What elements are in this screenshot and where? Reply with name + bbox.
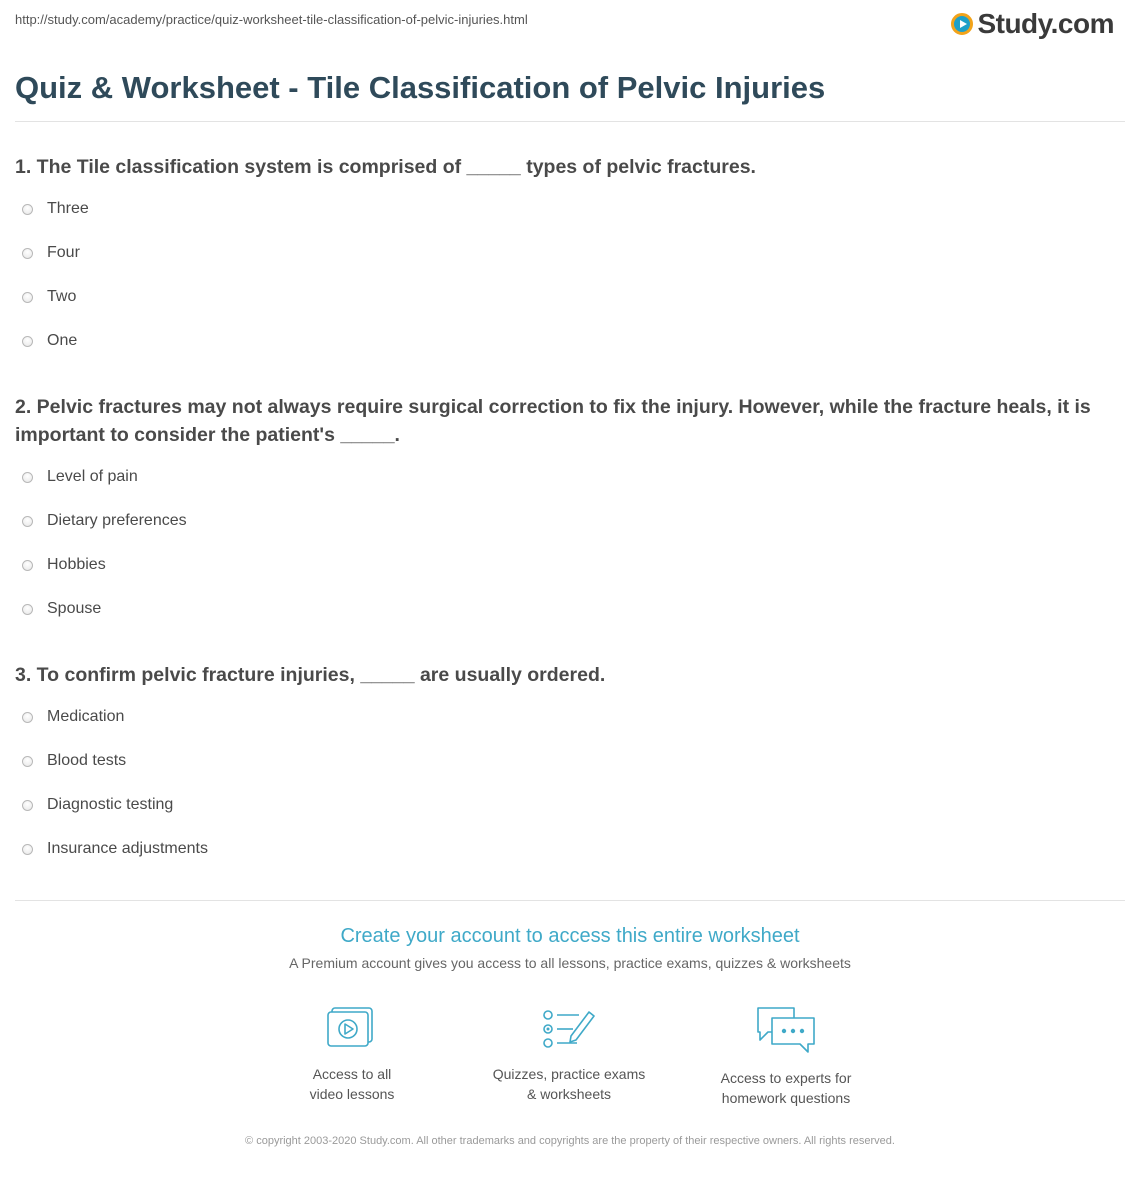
answer-label: Medication: [47, 708, 125, 725]
radio-button[interactable]: [22, 844, 33, 855]
radio-button[interactable]: [22, 800, 33, 811]
answer-option[interactable]: [22, 200, 89, 218]
answer-option[interactable]: [22, 752, 126, 770]
radio-button[interactable]: [22, 712, 33, 723]
feature-label-line1: Access to experts for: [720, 1070, 852, 1086]
play-circle-icon: [951, 13, 973, 35]
cta-subtitle: A Premium account gives you access to all lessons, practice exams, quizzes & worksheets: [289, 955, 851, 971]
answer-option[interactable]: [22, 332, 77, 350]
radio-button[interactable]: [22, 756, 33, 767]
answer-label: Blood tests: [47, 752, 127, 769]
chat-bubbles-icon: [754, 1006, 818, 1056]
answer-label: One: [47, 332, 78, 349]
answer-label: Three: [47, 200, 89, 217]
radio-button[interactable]: [22, 604, 33, 615]
answer-label: Level of pain: [47, 468, 138, 485]
answer-label: Hobbies: [47, 556, 106, 573]
answer-label: Dietary preferences: [47, 512, 187, 529]
study-logo[interactable]: [951, 8, 1114, 40]
answer-label: Spouse: [47, 600, 102, 617]
feature-label-line2: & worksheets: [526, 1086, 612, 1102]
answer-label: Insurance adjustments: [47, 840, 208, 857]
video-lessons-icon: [324, 1006, 380, 1052]
logo-text: Study.com: [977, 8, 1114, 39]
answer-option[interactable]: [22, 288, 76, 306]
question-1: 1. The Tile classification system is comprised of _____ types of pelvic fractures.: [15, 156, 756, 178]
quiz-checklist-icon: [541, 1006, 597, 1052]
feature-label-line2: homework questions: [721, 1090, 851, 1106]
answer-label: Diagnostic testing: [47, 796, 174, 813]
answer-option[interactable]: [22, 600, 101, 618]
answer-option[interactable]: [22, 708, 124, 726]
radio-button[interactable]: [22, 560, 33, 571]
page-title: Quiz & Worksheet - Tile Classification of Pelvic Injuries: [15, 70, 826, 105]
radio-button[interactable]: [22, 516, 33, 527]
create-account-link[interactable]: Create your account to access this entire worksheet: [340, 925, 800, 947]
copyright-notice: © copyright 2003-2020 Study.com. All other trademarks and copyrights are the property of their respective owners. All rights reserved.: [245, 1135, 895, 1147]
answer-option[interactable]: [22, 512, 187, 530]
feature-label-line2: video lessons: [309, 1086, 395, 1102]
feature-video-lessons: [252, 1006, 452, 1104]
answer-label: Two: [47, 288, 77, 305]
feature-experts: [686, 1006, 886, 1108]
answer-option[interactable]: [22, 796, 173, 814]
title-divider: [15, 121, 1125, 122]
question-3: 3. To confirm pelvic fracture injuries, _____ are usually ordered.: [15, 664, 606, 686]
radio-button[interactable]: [22, 472, 33, 483]
radio-button[interactable]: [22, 248, 33, 259]
answer-option[interactable]: [22, 840, 208, 858]
question-2: 2. Pelvic fractures may not always require surgical correction to fix the injury. However, while the fracture heals, it is important to consider the patient's _____.: [15, 396, 1091, 446]
answer-label: Four: [47, 244, 80, 261]
answer-option[interactable]: [22, 556, 106, 574]
feature-quizzes: [469, 1006, 669, 1104]
feature-label-line1: Access to all: [312, 1066, 392, 1082]
answer-option[interactable]: [22, 468, 138, 486]
answer-option[interactable]: [22, 244, 80, 262]
section-divider: [15, 900, 1125, 901]
radio-button[interactable]: [22, 336, 33, 347]
feature-label-line1: Quizzes, practice exams: [492, 1066, 646, 1082]
radio-button[interactable]: [22, 204, 33, 215]
radio-button[interactable]: [22, 292, 33, 303]
page-url: http://study.com/academy/practice/quiz-worksheet-tile-classification-of-pelvic-injuries.html: [15, 12, 528, 27]
